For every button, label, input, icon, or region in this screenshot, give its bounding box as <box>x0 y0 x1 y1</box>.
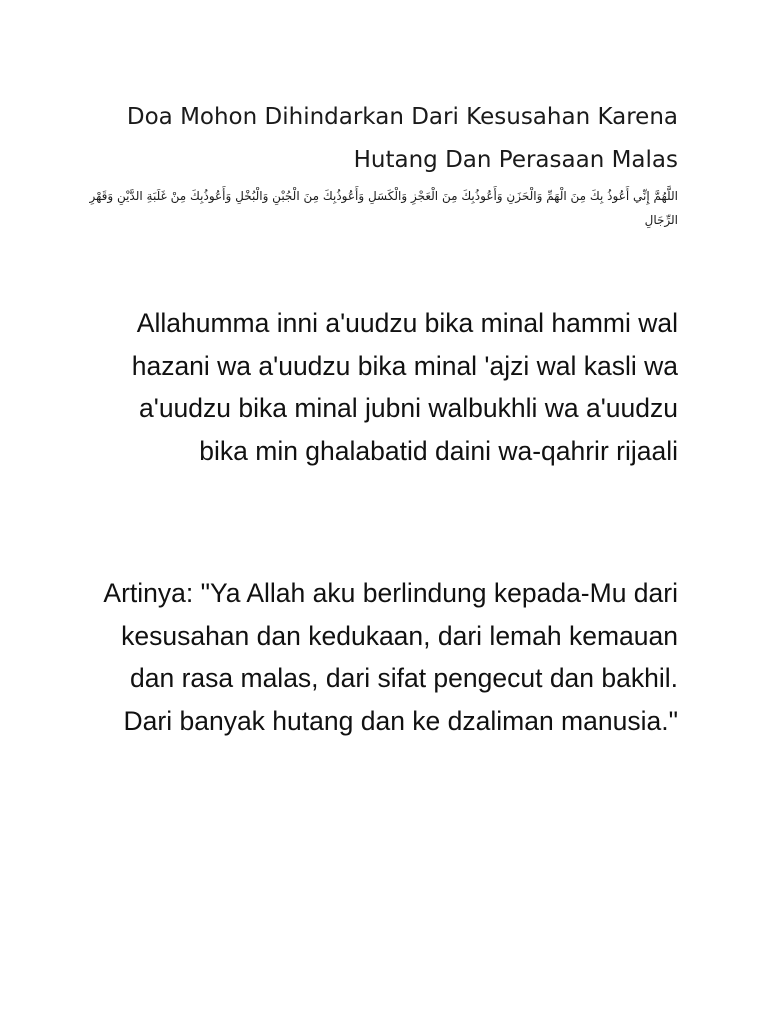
translation-paragraph: Artinya: "Ya Allah aku berlindung kepada-Mu dari kesusahan dan kedukaan, dari lemah kemauan dan rasa malas, dari sifat pengecut dan bakhil. Dari banyak hutang dan ke dzaliman manusia." <box>103 578 678 736</box>
doa-title: Doa Mohon Dihindarkan Dari Kesusahan Karena Hutang Dan Perasaan Malas <box>126 104 678 173</box>
arabic-prayer-text: اللَّهُمَّ إِنِّي أَعُوذُ بِكَ مِنَ الْهَمِّ وَالْحَزَنِ وَأَعُوذُبِكَ مِنَ الْعَجْزِ وَالْكَسَلِ وَأَعُوذُبِكَ مِنَ الْجُبْنِ وَالْبُخْلِ وَأَعُوذُبِكَ مِنْ غَلَبَةِ الدَّيْنِ وَقَهْرِ الرِّجَالِ <box>89 189 678 227</box>
transliteration-paragraph: Allahumma inni a'uudzu bika minal hammi wal hazani wa a'uudzu bika minal 'ajzi wal kasli wa a'uudzu bika minal jubni walbukhli wa a'uudzu bika min ghalabatid daini wa-qahrir rijaali <box>131 308 678 466</box>
